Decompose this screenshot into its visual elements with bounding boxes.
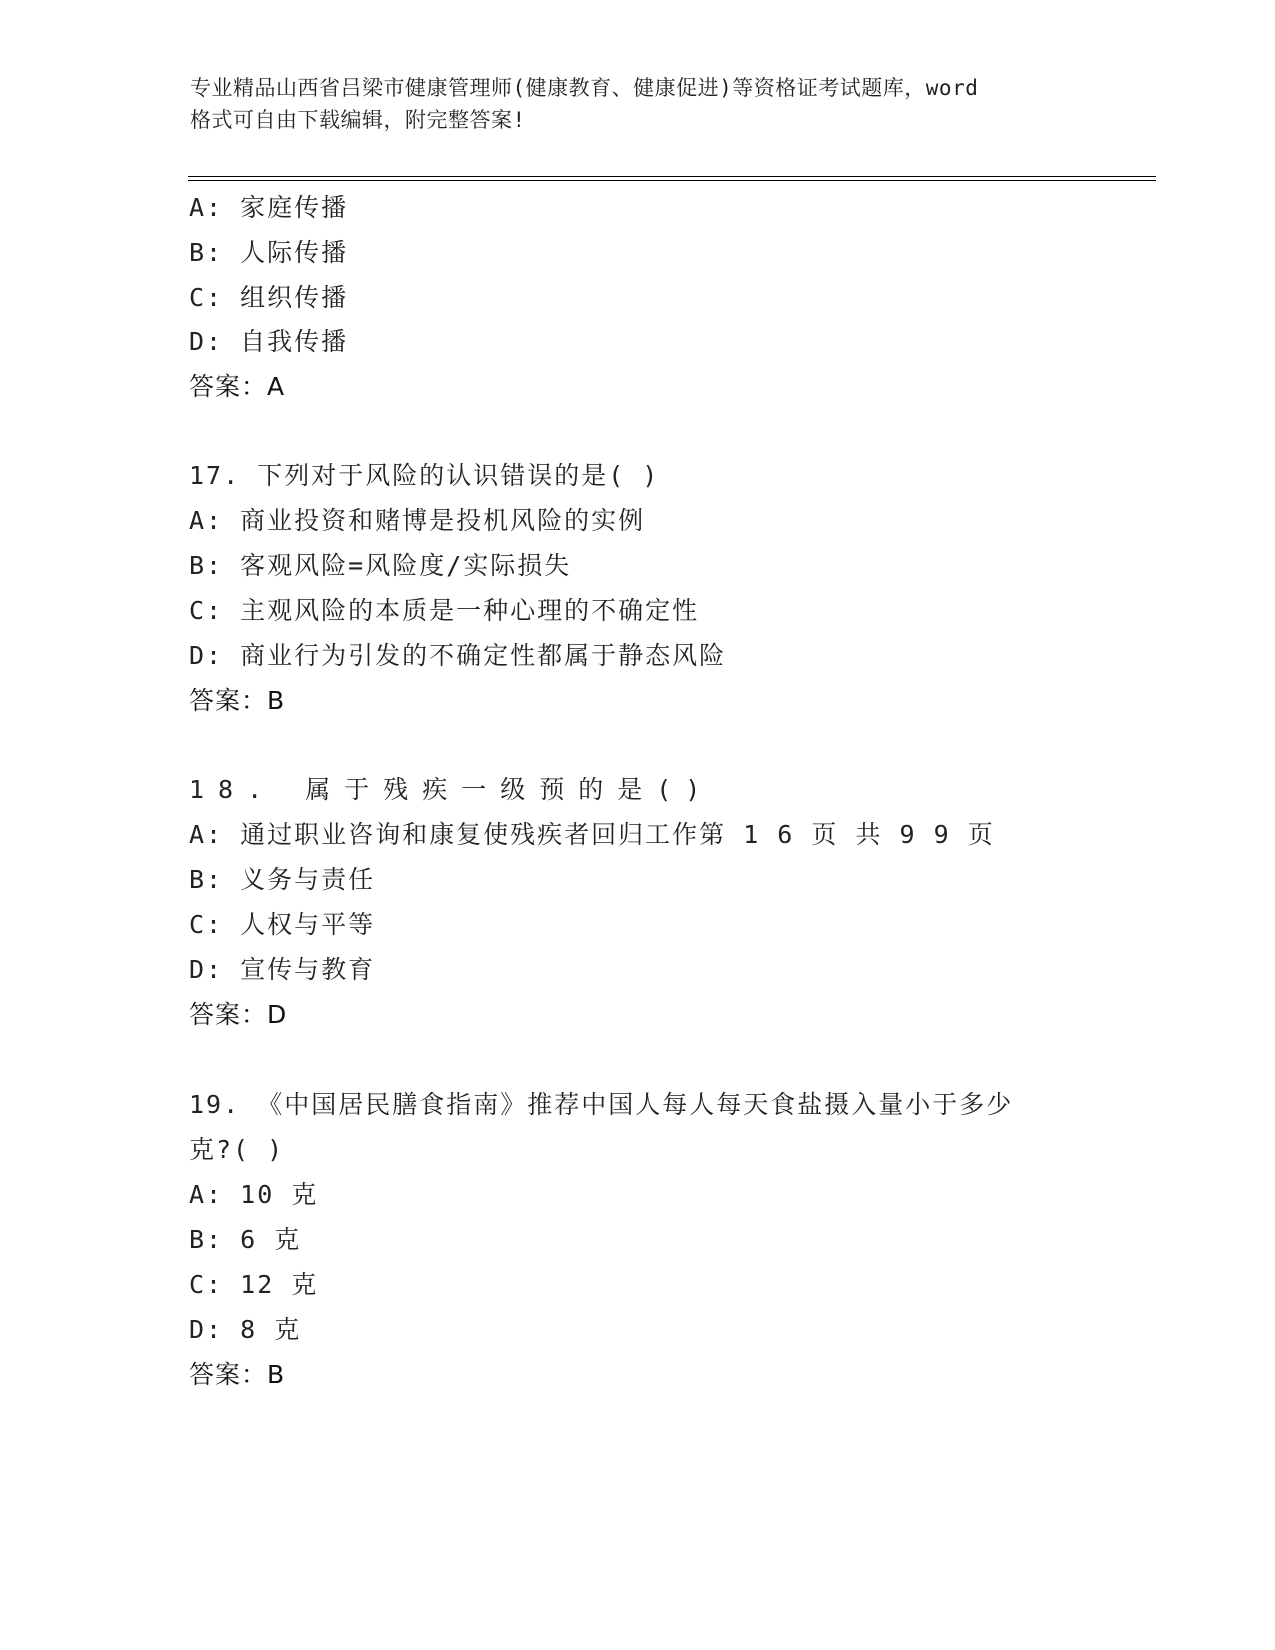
header-title-line-2: 格式可自由下载编辑，附完整答案!: [190, 108, 526, 132]
q19-option-d: D: 8 克: [189, 1315, 302, 1344]
q19-answer: 答案：B: [189, 1360, 286, 1389]
q16-option-a: A: 家庭传播: [189, 193, 349, 222]
q18-option-b: B: 义务与责任: [189, 865, 376, 894]
q18-answer: 答案：D: [189, 1000, 288, 1029]
q19-question-line-1: 19. 《中国居民膳食指南》推荐中国人每人每天食盐摄入量小于多少: [189, 1090, 1014, 1119]
q19-question-line-2: 克?( ): [189, 1135, 285, 1164]
q17-answer: 答案：B: [189, 686, 286, 715]
header-divider-top: [188, 176, 1156, 177]
q16-option-c: C: 组织传播: [189, 283, 349, 312]
q17-option-a: A: 商业投资和赌博是投机风险的实例: [189, 506, 646, 535]
header-title-line-1: 专业精品山西省吕梁市健康管理师(健康教育、健康促进)等资格证考试题库，word: [190, 76, 979, 100]
q18-option-a: A: 通过职业咨询和康复使残疾者回归工作第 1 6 页 共 9 9 页: [189, 820, 995, 849]
q19-option-b: B: 6 克: [189, 1225, 302, 1254]
q17-option-d: D: 商业行为引发的不确定性都属于静态风险: [189, 641, 727, 670]
q19-option-a: A: 10 克: [189, 1180, 319, 1209]
q16-option-d: D: 自我传播: [189, 327, 349, 356]
q18-option-c: C: 人权与平等: [189, 910, 376, 939]
q17-option-c: C: 主观风险的本质是一种心理的不确定性: [189, 596, 700, 625]
q16-answer: 答案：A: [189, 372, 286, 401]
q19-option-c: C: 12 克: [189, 1270, 319, 1299]
header-divider-bottom: [188, 180, 1156, 181]
q18-option-d: D: 宣传与教育: [189, 955, 376, 984]
q17-option-b: B: 客观风险=风险度/实际损失: [189, 551, 572, 580]
q17-question: 17. 下列对于风险的认识错误的是( ): [189, 461, 660, 490]
q16-option-b: B: 人际传播: [189, 238, 349, 267]
q18-question: 18. 属于残疾一级预的是(): [189, 775, 715, 804]
